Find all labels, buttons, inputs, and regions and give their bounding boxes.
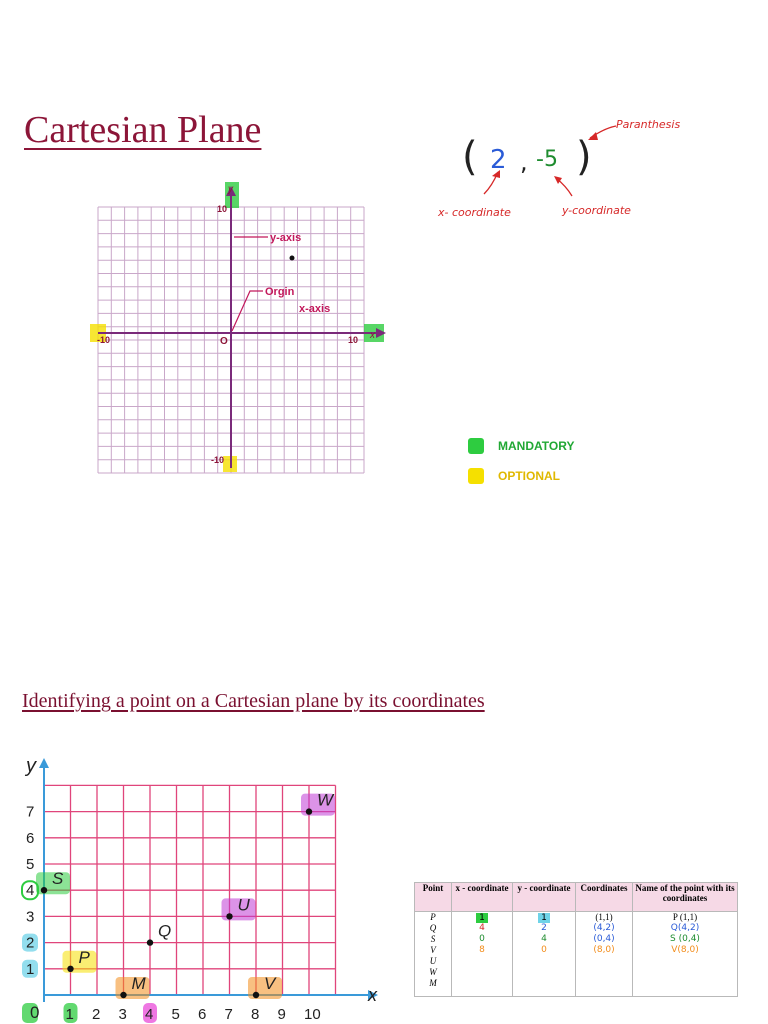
legend-optional (468, 468, 574, 484)
named-point: Q(4,2) (670, 923, 700, 933)
plane2-point-label: Q (158, 921, 172, 941)
coordinates-table (414, 882, 738, 997)
plane2-point (306, 808, 312, 814)
point-identification-plane (20, 752, 390, 1024)
notation-x-value: 2 (490, 145, 507, 175)
section-heading: Identifying a point on a Cartesian plane by its coordinates (22, 690, 485, 712)
plane2-x-tick-label: 5 (171, 1006, 180, 1023)
header-name-with-coordinates: Name of the point with its coordinates (633, 883, 738, 912)
y-value: 4 (541, 934, 547, 944)
plane2-x-tick-label: 3 (118, 1006, 127, 1023)
plane1-x-label: x (370, 330, 375, 341)
named-point: P (1,1) (672, 912, 698, 922)
origin-callout: Orgin (265, 286, 295, 298)
plane2-x-tick-label: 7 (224, 1006, 233, 1023)
cartesian-plane-diagram (80, 176, 390, 476)
y-coordinate-label: y-coordinate (562, 204, 631, 217)
plane2-point-label: W (317, 790, 334, 810)
point-name: M (429, 978, 437, 988)
coordinate-notation-diagram (430, 112, 690, 222)
plane2-y-tick-label: 4 (26, 882, 35, 900)
plane2-y-tick-label: 7 (26, 803, 35, 821)
plane2-y-label: y (26, 755, 36, 777)
y-value: 1 (538, 913, 550, 923)
table-row (415, 912, 738, 997)
point-name: W (429, 967, 437, 977)
legend (468, 438, 574, 484)
plane2-y-tick-label: 5 (26, 856, 35, 873)
plane2-x-tick-label: 8 (251, 1006, 260, 1023)
plane1-origin-label: O (220, 336, 228, 347)
plane2-point-label: S (52, 869, 64, 889)
x-value: 0 (479, 934, 485, 944)
plane2-y-arrow (39, 758, 49, 768)
x-value: 4 (479, 923, 485, 933)
page-title: Cartesian Plane (24, 109, 262, 151)
header-y-coordinate: y - coordinate (513, 883, 576, 912)
named-point-column (633, 912, 738, 997)
plane2-y-tick-label: 3 (26, 908, 35, 926)
plane1-x-right-label: 10 (348, 335, 359, 345)
y-coordinate-column (513, 912, 576, 997)
plane2-point (253, 992, 259, 998)
plane2-origin-label: 0 (30, 1003, 40, 1022)
parenthesis-label: Paranthesis (616, 118, 681, 131)
y-value: 0 (541, 945, 547, 955)
plane2-y-tick-label: 6 (26, 829, 35, 847)
point-column (415, 912, 452, 997)
plane2-point (120, 992, 126, 998)
plane2-x-tick-label: 2 (92, 1006, 101, 1023)
plane2-x-tick-label: 1 (65, 1006, 74, 1023)
mandatory-label: MANDATORY (498, 439, 575, 453)
x-value: 8 (479, 945, 485, 955)
plane2-point (226, 913, 232, 919)
plane1-x-left-label: -10 (97, 335, 111, 345)
point-name: P (430, 912, 436, 922)
plane1-y-bottom-label: -10 (211, 455, 225, 465)
y-value: 2 (541, 923, 547, 933)
point-name: U (429, 956, 437, 966)
coordinate-pair: (4,2) (593, 923, 615, 933)
plane2-y-tick-label: 2 (26, 934, 35, 952)
plane1-y-label: y (228, 184, 233, 195)
plane2-y-tick-label: 1 (26, 960, 35, 978)
coordinate-pair: (0,4) (593, 934, 615, 944)
mandatory-swatch (468, 438, 484, 454)
header-coordinates: Coordinates (576, 883, 633, 912)
notation-y-value: -5 (536, 147, 558, 172)
header-x-coordinate: x - coordinate (452, 883, 513, 912)
plane2-point-label: V (264, 974, 276, 993)
x-axis-callout: x-axis (299, 303, 331, 315)
coordinates-column (576, 912, 633, 997)
y-axis-callout: y-axis (270, 232, 302, 244)
notation-open-paren: ( (462, 134, 478, 180)
plane2-x-tick-label: 10 (304, 1006, 321, 1023)
point-name: S (430, 934, 436, 944)
notation-close-paren: ) (576, 134, 592, 180)
named-point: S (0,4) (670, 934, 700, 944)
header-point: Point (415, 883, 452, 912)
plane2-x-tick-label: 4 (145, 1006, 154, 1023)
coordinate-pair: (1,1) (595, 912, 613, 922)
notation-comma: , (520, 148, 528, 176)
plane2-point (67, 966, 73, 972)
plane2-point (147, 939, 153, 945)
optional-swatch (468, 468, 484, 484)
legend-mandatory (468, 438, 574, 454)
plane1-sample-point (290, 256, 295, 261)
plane2-x-label: x (368, 985, 377, 1005)
plane2-points (36, 791, 335, 999)
coordinate-pair: (8,0) (593, 945, 615, 955)
plane2-point (41, 887, 47, 893)
plane2-point-label: M (131, 974, 146, 993)
x-coordinate-column (452, 912, 513, 997)
named-point: V(8,0) (671, 945, 699, 955)
plane1-y-top-label: 10 (217, 204, 228, 214)
plane2-x-tick-label: 9 (277, 1006, 286, 1023)
x-value: 1 (476, 913, 488, 923)
origin-callout-line (232, 291, 263, 331)
x-coordinate-label: x- coordinate (438, 206, 511, 219)
table-header-row (415, 883, 738, 912)
plane2-point-label: U (237, 895, 250, 915)
point-name: V (430, 945, 436, 955)
plane2-point-label: P (78, 947, 90, 967)
plane2-x-tick-label: 6 (198, 1006, 207, 1023)
point-name: Q (429, 923, 437, 933)
optional-label: OPTIONAL (498, 469, 560, 483)
